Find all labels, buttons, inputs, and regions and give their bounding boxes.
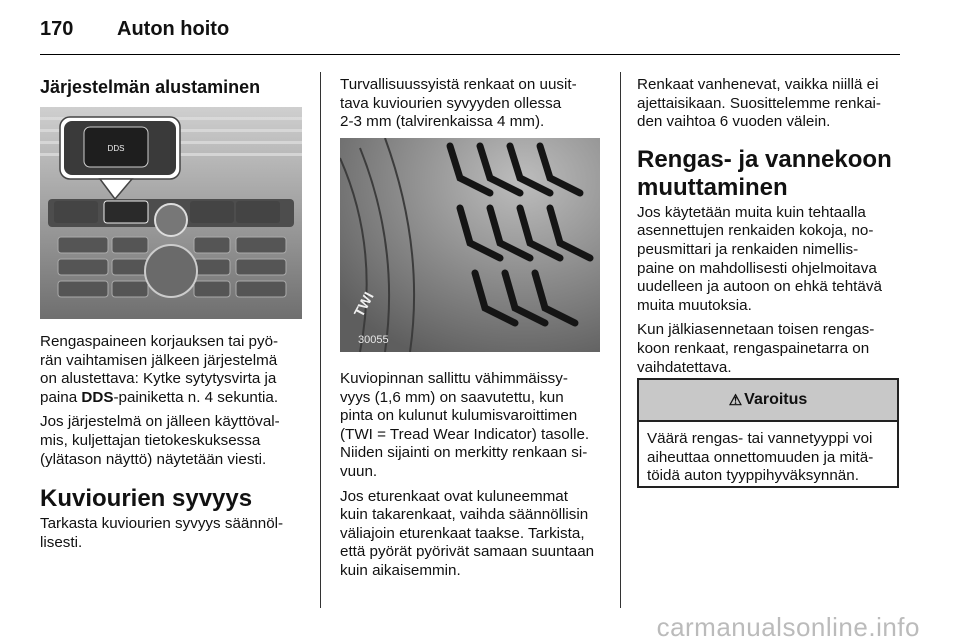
- text-line: Jos järjestelmä on jälleen käyttöval-: [40, 413, 280, 431]
- text-line: paina: [40, 388, 82, 406]
- column-divider-2: [620, 72, 621, 608]
- warning-title: Varoitus: [744, 391, 808, 408]
- column-3: [637, 76, 907, 383]
- text-line: uudelleen ja autoon on ehkä tehtävä: [637, 278, 882, 296]
- column-1: [40, 76, 310, 98]
- column-2-body: [340, 370, 610, 587]
- paragraph-replace-depth: [340, 76, 610, 132]
- warning-triangle-icon: ⚠: [728, 392, 743, 409]
- text-line: paine on mahdollisesti ohjelmoitava: [637, 259, 877, 277]
- column-divider-1: [320, 72, 321, 608]
- heading-line: Rengas- ja vannekoon: [637, 145, 892, 173]
- text-line: vuun.: [340, 462, 378, 480]
- section-heading-reset: Järjestelmän alustaminen: [40, 77, 261, 97]
- text-line: -painiketta n. 4 sekuntia.: [113, 388, 279, 406]
- text-line: Turvallisuussyistä renkaat on uusit-: [340, 76, 577, 93]
- section-heading-tread-depth: Kuviourien syvyys: [40, 485, 253, 513]
- text-line: on alustettava: Kytke sytytysvirta ja: [40, 370, 277, 388]
- text-line: asennettujen renkaiden kokoja, no-: [637, 222, 874, 240]
- text-line: Väärä rengas- tai vannetyyppi voi: [647, 430, 873, 447]
- text-line: vyys (1,6 mm) on saavutettu, kun: [340, 388, 564, 406]
- warning-box: [637, 378, 899, 488]
- tire-tread-image: [340, 138, 600, 352]
- text-line: kuin aikaisemmin.: [340, 561, 461, 579]
- text-line: väliajoin eturenkaat taakse. Tarkista,: [340, 524, 585, 542]
- text-line: rän vaihtamisen jälkeen järjestelmä: [40, 351, 278, 369]
- text-line: koon renkaat, rengaspainetarra on: [637, 339, 870, 357]
- image-code: 30055: [358, 334, 389, 346]
- twi-label: TWI: [350, 289, 377, 320]
- text-line: Renkaat vanhenevat, vaikka niillä ei: [637, 76, 879, 93]
- text-line: pinta on kulunut kulumisvaroittimen: [340, 407, 578, 425]
- text-line: 2-3 mm (talvirenkaissa 4 mm).: [340, 113, 545, 131]
- text-line: tava kuviourien syvyyden ollessa: [340, 94, 562, 112]
- text-line: (ylätason näyttö) näytetään viesti.: [40, 450, 267, 468]
- text-line: lisesti.: [40, 533, 83, 551]
- text-line: den vaihtoa 6 vuoden välein.: [637, 113, 831, 131]
- dds-button-label: DDS: [107, 144, 125, 153]
- paragraph-min-depth: [340, 370, 610, 482]
- heading-line: muuttaminen: [637, 173, 788, 201]
- column-2: [340, 76, 610, 138]
- text-line: töidä auton tyyppihyväksynnän.: [647, 467, 859, 485]
- paragraph-message: [40, 413, 310, 469]
- paragraph-check-depth: [40, 515, 310, 552]
- paragraph-other-sizes: [637, 204, 907, 316]
- text-line: että pyörät pyörivät samaan suuntaan: [340, 543, 595, 561]
- text-line: Tarkasta kuviourien syvyys säännöl-: [40, 515, 284, 533]
- header-rule: [40, 54, 900, 55]
- text-line: Niiden sijainti on merkitty renkaan si-: [340, 444, 588, 462]
- text-line: Kun jälkiasennetaan toisen rengas-: [637, 321, 875, 339]
- paragraph-rotate: [340, 488, 610, 581]
- chapter-title: Auton hoito: [117, 18, 230, 40]
- dashboard-console-image: [40, 107, 302, 319]
- text-line: mis, kuljettajan tietokeskuksessa: [40, 431, 261, 449]
- text-line: Rengaspaineen korjauksen tai pyö-: [40, 333, 279, 350]
- watermark: carmanualsonline.info: [656, 612, 920, 642]
- paragraph-sticker: [637, 321, 907, 377]
- text-line: muita muutoksia.: [637, 296, 752, 314]
- text-line: Jos eturenkaat ovat kuluneemmat: [340, 487, 568, 505]
- dds-bold-term: DDS: [81, 388, 114, 406]
- text-line: kuin takarenkaat, vaihda säännöllisin: [340, 506, 589, 524]
- warning-body: [639, 422, 897, 494]
- warning-header: [639, 380, 897, 422]
- text-line: ajettaisikaan. Suosittelemme renkai-: [637, 94, 881, 112]
- text-line: peusmittari ja renkaiden nimellis-: [637, 240, 859, 258]
- text-line: (TWI = Tread Wear Indicator) tasolle.: [340, 425, 590, 443]
- section-heading-size-change: [637, 146, 907, 202]
- text-line: vaihdatettava.: [637, 358, 732, 376]
- paragraph-reset: [40, 333, 310, 407]
- text-line: Jos käytetään muita kuin tehtaalla: [637, 203, 866, 221]
- column-1-body: [40, 333, 310, 558]
- text-line: Kuviopinnan sallittu vähimmäissy-: [340, 370, 568, 387]
- page-number: 170: [40, 18, 74, 40]
- text-line: aiheuttaa onnettomuuden ja mitä-: [647, 448, 874, 466]
- paragraph-aging: [637, 76, 907, 132]
